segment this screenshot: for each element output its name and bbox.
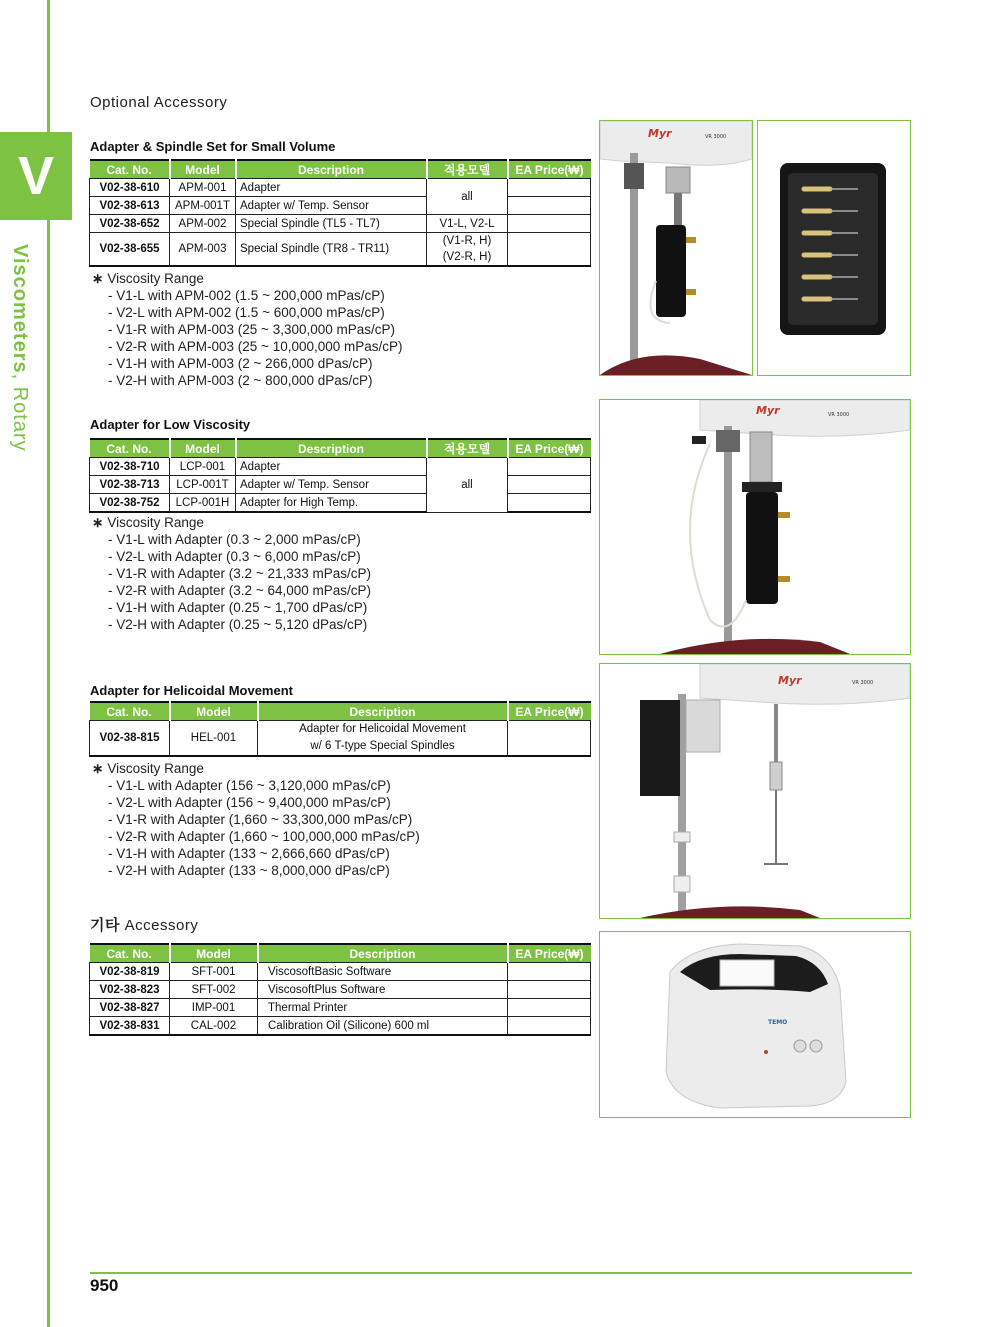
section4-title-kr: 기타: [90, 917, 120, 934]
cat-no: V02-38-827: [90, 999, 170, 1017]
header-description: Description: [236, 160, 427, 179]
table-row: [90, 233, 591, 267]
section2-viscosity-range: [92, 514, 371, 633]
page-heading: Optional Accessory: [90, 94, 228, 111]
model: HEL-001: [170, 721, 258, 757]
cat-no: V02-38-831: [90, 1017, 170, 1036]
header-price: EA Price(₩): [508, 439, 591, 458]
table-row: [90, 1017, 591, 1036]
model: LCP-001T: [170, 476, 236, 494]
price-cell: [508, 494, 591, 513]
model: APM-001T: [170, 197, 236, 215]
table-row: [90, 999, 591, 1017]
footer-rule: [90, 1272, 912, 1274]
section-letter-tab: V: [0, 132, 72, 220]
asterisk-icon: ∗: [92, 761, 104, 776]
description-line: Adapter for Helicoidal Movement: [299, 723, 466, 735]
photo-low-viscosity-adapter: [599, 399, 911, 655]
range-title: Viscosity Range: [107, 515, 204, 530]
range-item: - V2-R with Adapter (3.2 ~ 64,000 mPas/cP): [108, 583, 371, 598]
model: LCP-001: [170, 458, 236, 476]
table-row: [90, 494, 591, 513]
cat-no: V02-38-819: [90, 963, 170, 981]
section3-title: Adapter for Helicoidal Movement: [90, 683, 293, 698]
price-cell: [508, 999, 591, 1017]
description: Adapter: [236, 179, 427, 197]
description: Adapter: [236, 458, 427, 476]
header-compat: 적용모델: [427, 439, 508, 458]
table-row: [90, 721, 591, 757]
price-cell: [508, 179, 591, 197]
description: Special Spindle (TL5 - TL7): [236, 215, 427, 233]
table-row: [90, 476, 591, 494]
price-cell: [508, 215, 591, 233]
cat-no: V02-38-610: [90, 179, 170, 197]
range-title: Viscosity Range: [107, 761, 204, 776]
cat-no: V02-38-652: [90, 215, 170, 233]
side-label-main: Viscometers: [9, 244, 31, 374]
range-item: - V1-R with APM-003 (25 ~ 3,300,000 mPas/cP): [108, 322, 396, 337]
section3-viscosity-range: [92, 760, 420, 879]
table-row: [90, 963, 591, 981]
header-model: Model: [170, 160, 236, 179]
range-item: - V2-L with Adapter (0.3 ~ 6,000 mPas/cP): [108, 549, 361, 564]
range-item: - V1-R with Adapter (3.2 ~ 21,333 mPas/cP): [108, 566, 371, 581]
table-row: [90, 179, 591, 197]
range-item: - V2-L with APM-002 (1.5 ~ 600,000 mPas/cP): [108, 305, 385, 320]
range-item: - V1-R with Adapter (1,660 ~ 33,300,000 mPas/cP): [108, 812, 413, 827]
brand-logo: Myr: [648, 127, 672, 140]
section1-viscosity-range: [92, 270, 403, 389]
section1-title: Adapter & Spindle Set for Small Volume: [90, 139, 336, 154]
description: ViscosoftPlus Software: [258, 981, 508, 999]
cat-no: V02-38-713: [90, 476, 170, 494]
price-cell: [508, 233, 591, 267]
model: LCP-001H: [170, 494, 236, 513]
header-description: Description: [258, 702, 508, 721]
price-cell: [508, 458, 591, 476]
section1-table: [89, 159, 591, 267]
description: Thermal Printer: [258, 999, 508, 1017]
header-price: EA Price(₩): [508, 160, 591, 179]
photo-thermal-printer: [599, 931, 911, 1118]
printer-brand: TEMO: [768, 1019, 788, 1026]
section4-table: [89, 943, 591, 1036]
brand-logo: Myr: [756, 404, 780, 417]
header-cat: Cat. No.: [90, 944, 170, 963]
range-item: - V1-L with Adapter (0.3 ~ 2,000 mPas/cP): [108, 532, 361, 547]
viscometer-illustration: [600, 400, 910, 654]
header-cat: Cat. No.: [90, 439, 170, 458]
table-row: [90, 197, 591, 215]
header-cat: Cat. No.: [90, 160, 170, 179]
range-item: - V1-L with Adapter (156 ~ 3,120,000 mPas/cP): [108, 778, 391, 793]
asterisk-icon: ∗: [92, 271, 104, 286]
asterisk-icon: ∗: [92, 515, 104, 530]
section4-title: [90, 914, 198, 935]
model: APM-002: [170, 215, 236, 233]
section4-title-en: Accessory: [124, 917, 199, 934]
cat-no: V02-38-613: [90, 197, 170, 215]
section2-title: Adapter for Low Viscosity: [90, 417, 251, 432]
price-cell: [508, 721, 591, 757]
model: CAL-002: [170, 1017, 258, 1036]
range-item: - V2-R with APM-003 (25 ~ 10,000,000 mPas/cP): [108, 339, 403, 354]
section2-table: [89, 438, 591, 513]
helipath-stand-illustration: [600, 664, 910, 918]
side-section-label: [8, 244, 31, 452]
header-cat: Cat. No.: [90, 702, 170, 721]
header-description: Description: [236, 439, 427, 458]
compat: [427, 233, 508, 267]
cat-no: V02-38-655: [90, 233, 170, 267]
spindle-case-illustration: [758, 121, 910, 375]
description: Adapter w/ Temp. Sensor: [236, 476, 427, 494]
range-item: - V1-L with APM-002 (1.5 ~ 200,000 mPas/cP): [108, 288, 385, 303]
model-tag: VR 3000: [705, 134, 727, 140]
thermal-printer-illustration: [600, 932, 910, 1117]
compat: all: [427, 458, 508, 513]
header-price: EA Price(₩): [508, 702, 591, 721]
header-model: Model: [170, 702, 258, 721]
description: Calibration Oil (Silicone) 600 ml: [258, 1017, 508, 1036]
photo-spindle-set: [757, 120, 911, 376]
table-row: [90, 215, 591, 233]
description: Special Spindle (TR8 - TR11): [236, 233, 427, 267]
compat: V1-L, V2-L: [427, 215, 508, 233]
model-tag: VR 3000: [852, 680, 874, 686]
range-item: - V2-R with Adapter (1,660 ~ 100,000,000 mPas/cP): [108, 829, 420, 844]
range-item: - V2-H with Adapter (133 ~ 8,000,000 dPas/cP): [108, 863, 390, 878]
cat-no: V02-38-752: [90, 494, 170, 513]
photo-small-volume-adapter: [599, 120, 753, 376]
description: Adapter for High Temp.: [236, 494, 427, 513]
compat: all: [427, 179, 508, 215]
description: ViscosoftBasic Software: [258, 963, 508, 981]
description: [258, 721, 508, 757]
table-row: [90, 981, 591, 999]
model-tag: VR 3000: [828, 412, 850, 418]
brand-logo: Myr: [778, 674, 802, 687]
range-item: - V1-H with Adapter (0.25 ~ 1,700 dPas/cP): [108, 600, 368, 615]
model: APM-003: [170, 233, 236, 267]
description-line: w/ 6 T-type Special Spindles: [310, 740, 455, 752]
compat-line: (V2-R, H): [442, 251, 492, 263]
price-cell: [508, 476, 591, 494]
range-item: - V2-L with Adapter (156 ~ 9,400,000 mPas/cP): [108, 795, 391, 810]
range-item: - V1-H with Adapter (133 ~ 2,666,660 dPas/cP): [108, 846, 390, 861]
model: SFT-002: [170, 981, 258, 999]
side-label-sub: , Rotary: [9, 373, 31, 452]
range-title: Viscosity Range: [107, 271, 204, 286]
table-row: [90, 458, 591, 476]
model: SFT-001: [170, 963, 258, 981]
cat-no: V02-38-815: [90, 721, 170, 757]
page-number: 950: [90, 1276, 119, 1295]
price-cell: [508, 963, 591, 981]
price-cell: [508, 197, 591, 215]
price-cell: [508, 981, 591, 999]
model: IMP-001: [170, 999, 258, 1017]
section3-table: [89, 701, 591, 757]
viscometer-illustration: [600, 121, 752, 375]
range-item: - V1-H with APM-003 (2 ~ 266,000 dPas/cP): [108, 356, 373, 371]
header-description: Description: [258, 944, 508, 963]
compat-line: (V1-R, H): [442, 235, 492, 247]
header-compat: 적용모델: [427, 160, 508, 179]
photo-helicoidal-adapter: [599, 663, 911, 919]
price-cell: [508, 1017, 591, 1036]
cat-no: V02-38-710: [90, 458, 170, 476]
header-price: EA Price(₩): [508, 944, 591, 963]
header-model: Model: [170, 944, 258, 963]
model: APM-001: [170, 179, 236, 197]
cat-no: V02-38-823: [90, 981, 170, 999]
header-model: Model: [170, 439, 236, 458]
description: Adapter w/ Temp. Sensor: [236, 197, 427, 215]
range-item: - V2-H with APM-003 (2 ~ 800,000 dPas/cP): [108, 373, 373, 388]
range-item: - V2-H with Adapter (0.25 ~ 5,120 dPas/cP): [108, 617, 368, 632]
